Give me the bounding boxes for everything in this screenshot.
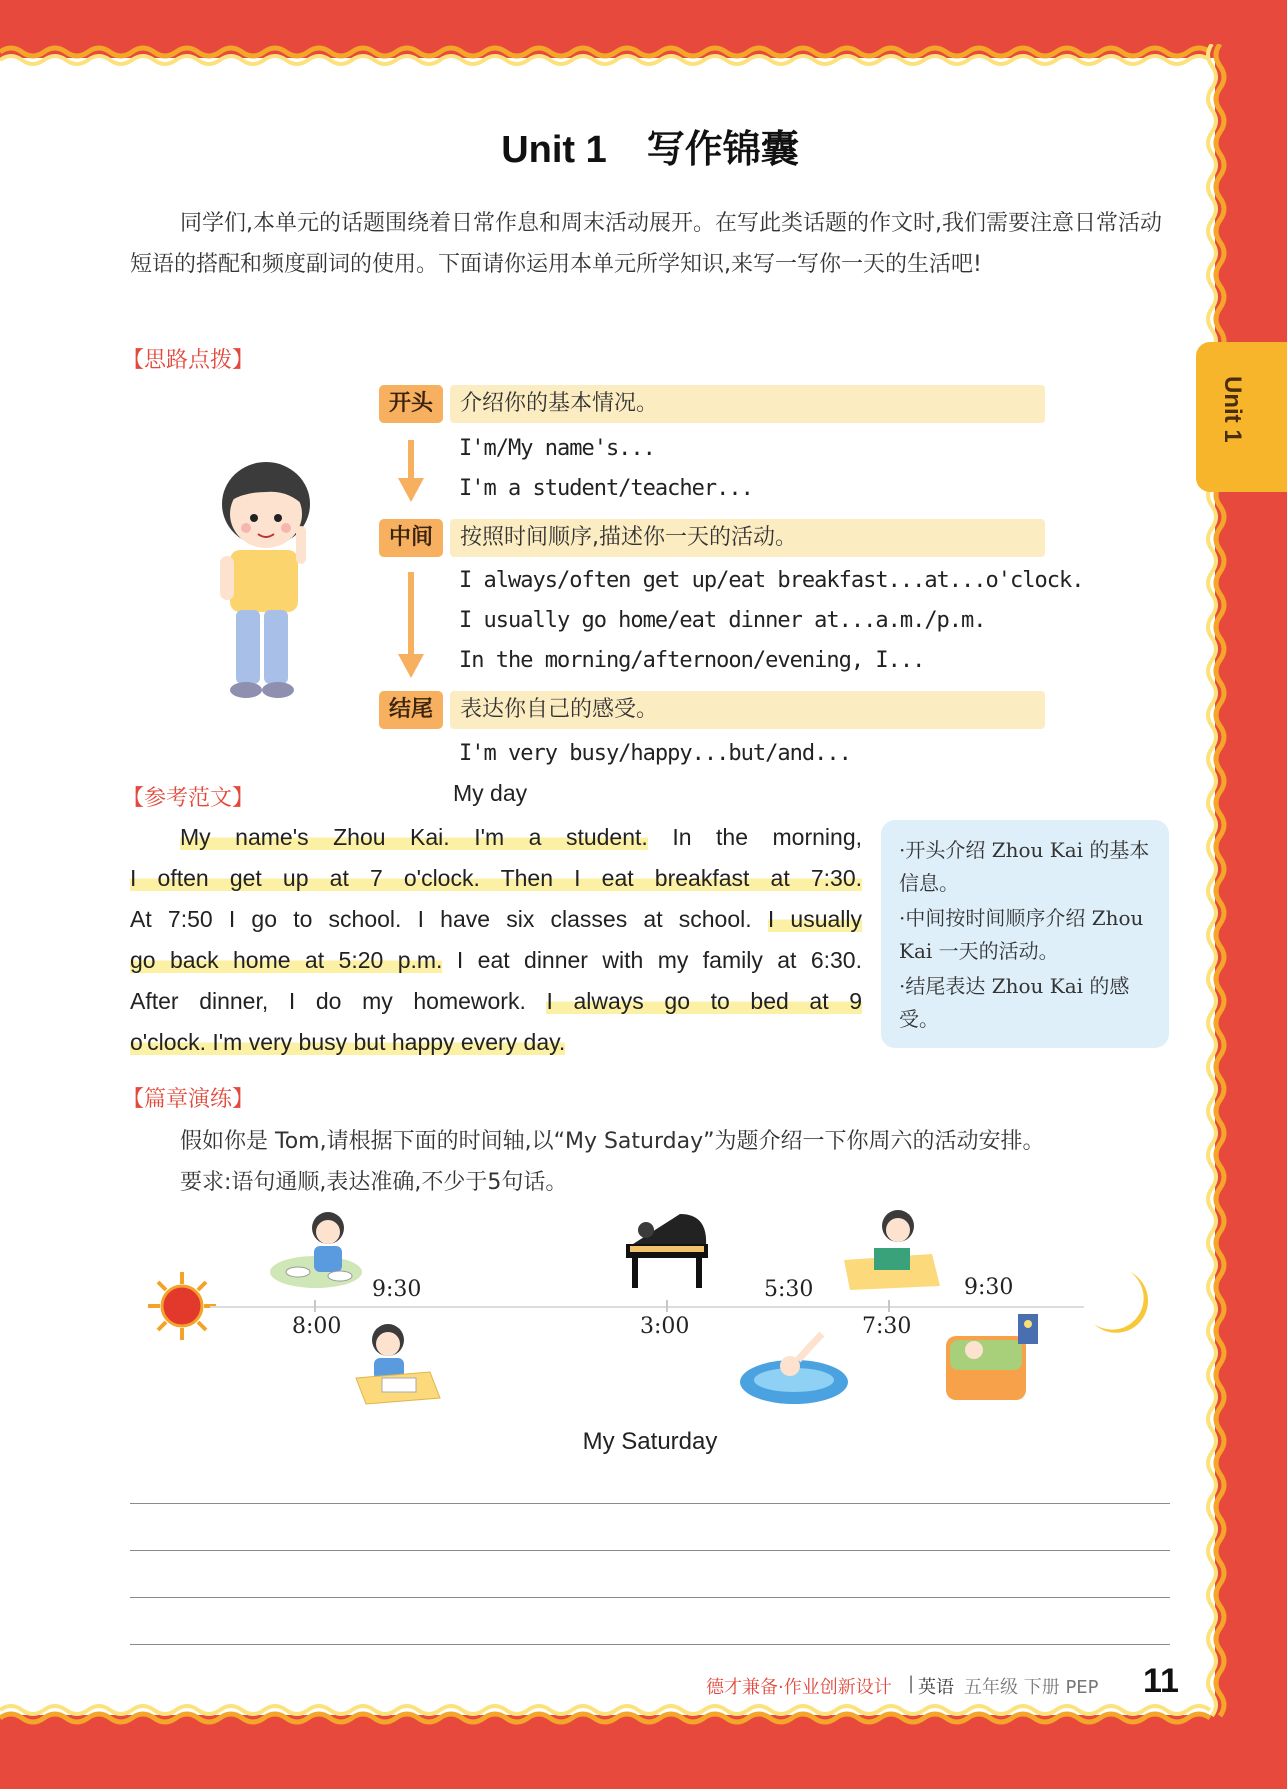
note-ending: ·结尾表达 Zhou Kai 的感受。 [899, 974, 1130, 1031]
flow-arrow-1-shaft [408, 440, 414, 480]
writing-title: My Saturday [582, 1428, 718, 1455]
practice-prompt: 假如你是 Tom,请根据下面的时间轴,以“My Saturday”为题介绍一下你周六的活动安排。 [180, 1129, 1045, 1154]
page-title [0, 118, 1287, 173]
time-label-swim: 7:30 [862, 1314, 912, 1339]
page-title-topic: 写作锦囊 [646, 129, 799, 171]
boy-illustration [208, 456, 338, 706]
page-number: 11 [1143, 1662, 1179, 1700]
hint-opening-2: I'm a student/teacher... [459, 476, 753, 501]
sun-icon [146, 1270, 218, 1342]
hint-middle-2: I usually go home/eat dinner at...a.m./p.m. [459, 608, 986, 633]
unit-side-tab [1196, 342, 1287, 492]
time-label-reading: 5:30 [764, 1277, 814, 1302]
highlighted-phrase: go back home at 5:20 p.m. [130, 947, 443, 973]
footer-separator: | [908, 1673, 915, 1694]
note-middle: ·中间按时间顺序介绍 Zhou Kai 一天的活动。 [899, 906, 1144, 963]
top-wave-border [0, 44, 1215, 72]
flow-arrow-1-head [398, 478, 424, 502]
breakfast-illustration [268, 1206, 364, 1292]
bedtime-illustration [940, 1312, 1040, 1404]
writing-line-1[interactable] [130, 1503, 1170, 1504]
stage-description-middle: 按照时间顺序,描述你一天的活动。 [450, 519, 1045, 557]
reading-illustration [840, 1204, 942, 1292]
unit-side-tab-label: Unit 1 [1219, 376, 1246, 443]
highlighted-phrase: I often get up at 7 o'clock. Then I eat breakfast at 7:30. [130, 865, 862, 891]
time-label-wake: 8:00 [292, 1314, 342, 1339]
hint-ending-1: I'm very busy/happy...but/and... [459, 741, 851, 766]
sample-line [130, 1022, 862, 1063]
piano-illustration [620, 1206, 712, 1292]
moon-icon [1090, 1268, 1156, 1340]
sample-line [130, 981, 862, 1022]
page-title-unit: Unit 1 [501, 129, 607, 171]
highlighted-phrase: I always go to bed at 9 [546, 988, 862, 1014]
hint-opening-1: I'm/My name's... [459, 436, 655, 461]
note-opening: ·开头介绍 Zhou Kai 的基本信息。 [899, 838, 1150, 895]
sample-heading: 【参考范文】 [122, 786, 255, 811]
tips-heading: 【思路点拨】 [122, 348, 255, 373]
swimming-illustration [738, 1330, 850, 1410]
timeline-axis [210, 1306, 1084, 1308]
intro-paragraph: 同学们,本单元的话题围绕着日常作息和周末活动展开。在写此类话题的作文时,我们需要注意日常活动短语的搭配和频度副词的使用。下面请你运用本单元所学知识,来写一写你一天的生活吧! [130, 211, 1162, 277]
stage-label-opening: 开头 [379, 385, 443, 423]
stage-label-middle: 中间 [379, 519, 443, 557]
footer-series: 德才兼备·作业创新设计 [706, 1677, 892, 1698]
sample-line [130, 899, 862, 940]
sample-text: After dinner, I do my homework. [130, 988, 547, 1014]
bottom-wave-border [0, 1700, 1215, 1728]
sample-text: At 7:50 I go to school. I have six classes at school. [130, 906, 768, 932]
time-label-bedtime: 9:30 [964, 1275, 1014, 1300]
flow-arrow-2-head [398, 654, 424, 678]
footer-subject: 英语 [918, 1677, 954, 1698]
time-label-breakfast: 9:30 [372, 1277, 422, 1302]
sample-text: I eat dinner with my family at 6:30. [442, 947, 862, 973]
practice-requirement: 要求:语句通顺,表达准确,不少于5句话。 [180, 1170, 568, 1195]
sample-line [130, 858, 862, 899]
sample-line [180, 817, 862, 858]
sample-notes-box [881, 820, 1169, 1048]
hint-middle-1: I always/often get up/eat breakfast...at...o'clock. [459, 568, 1084, 593]
highlighted-phrase: My name's Zhou Kai. I'm a student. [180, 824, 648, 850]
writing-line-3[interactable] [130, 1597, 1170, 1598]
time-label-piano: 3:00 [640, 1314, 690, 1339]
stage-label-ending: 结尾 [379, 691, 443, 729]
highlighted-phrase: o'clock. I'm very busy but happy every day. [130, 1029, 566, 1055]
writing-line-2[interactable] [130, 1550, 1170, 1551]
homework-illustration [352, 1320, 444, 1408]
writing-line-4[interactable] [130, 1644, 1170, 1645]
stage-description-ending: 表达你自己的感受。 [450, 691, 1045, 729]
footer-grade: 五年级 下册 PEP [964, 1677, 1099, 1698]
tick-3-00 [666, 1300, 668, 1312]
tick-8-00 [314, 1300, 316, 1312]
highlighted-phrase: I usually [767, 906, 862, 932]
right-wave-border [1204, 44, 1228, 1728]
flow-arrow-2-shaft [408, 572, 414, 658]
sample-title: My day [453, 780, 528, 806]
sample-line [130, 940, 862, 981]
hint-middle-3: In the morning/afternoon/evening, I... [459, 648, 925, 673]
stage-description-opening: 介绍你的基本情况。 [450, 385, 1045, 423]
sample-text: In the morning, [647, 824, 862, 850]
practice-heading: 【篇章演练】 [122, 1087, 255, 1112]
tick-7-30 [888, 1300, 890, 1312]
